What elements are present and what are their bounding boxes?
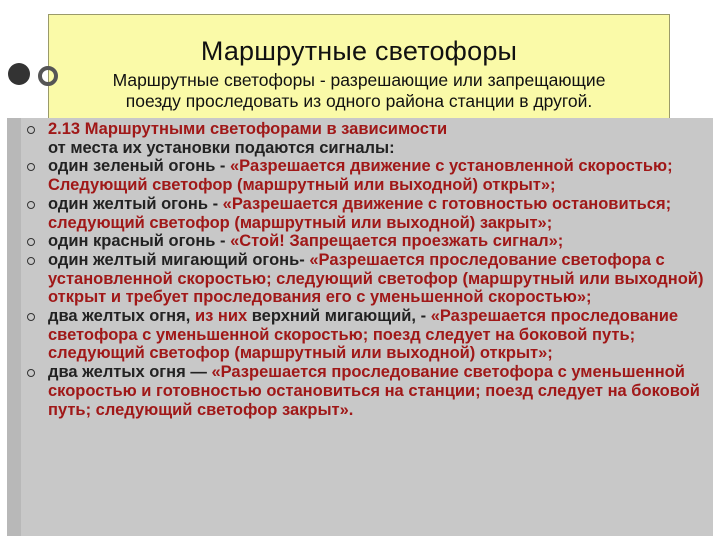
item-signal: один желтый мигающий огонь- [48,250,310,269]
item-signal: один красный огонь - [48,232,231,251]
list-item [20,120,716,157]
list-item [20,251,716,307]
subtitle-line-1: Маршрутные светофоры - разрешающие или запрещающие [112,70,606,90]
ring-bullet-icon [27,313,35,321]
item-intro: 2.13 Маршрутными светофорами в зависимости [48,120,448,138]
ring-bullet-icon [27,126,35,134]
title-bullet-icon [8,63,30,85]
item-meaning: «Разрешается движение с установленной скоростью; Следующий светофор (маршрутный или выходной) открыт»; [48,157,673,195]
ring-bullet-icon [27,163,35,171]
ring-bullet-icon [27,201,35,209]
ring-bullet-icon [27,369,35,377]
list-item [20,232,716,251]
list-item [20,157,716,194]
item-signal-continued: верхний мигающий, - [247,307,431,326]
item-signal: один зеленый огонь - [48,157,230,176]
item-meaning: «Стой! Запрещается проезжать сигнал»; [230,232,564,251]
list-item [20,363,716,419]
signal-list [20,120,716,419]
item-meaning: «Разрешается проследование светофора с уменьшенной скоростью; поезд следует на боковой путь; следующий светофор (маршрутный или выходной) открыт»; [48,307,679,363]
slide-subtitle [54,70,664,112]
item-intro-continued: от места их установки подаются сигналы: [48,138,395,157]
slide-title: Маршрутные светофоры [200,36,518,66]
ring-bullet-icon [27,257,35,265]
item-signal: один желтый огонь - [48,194,223,213]
item-meaning: «Разрешается движение с готовностью остановиться; следующий светофор (маршрутный или выходной) закрыт»; [48,194,672,232]
item-meaning: «Разрешается проследование светофора с установленной скоростью; следующий светофор (маршрутный или выходной) открыт и требует проследования его с уменьшенной скоростью»; [48,250,704,307]
item-meaning: «Разрешается проследование светофора с уменьшенной скоростью и готовностью остановиться на станции; поезд следует на боковой путь; следующий светофор закрыт». [48,363,700,419]
list-item [20,307,716,363]
item-signal: два желтых огня, [48,307,195,326]
item-signal-note: из них [194,307,248,326]
ring-bullet-icon [27,238,35,246]
item-signal: два желтых огня — [48,363,212,382]
list-item [20,195,716,232]
subtitle-line-2: поезду проследовать из одного района станции в другой. [125,91,593,111]
